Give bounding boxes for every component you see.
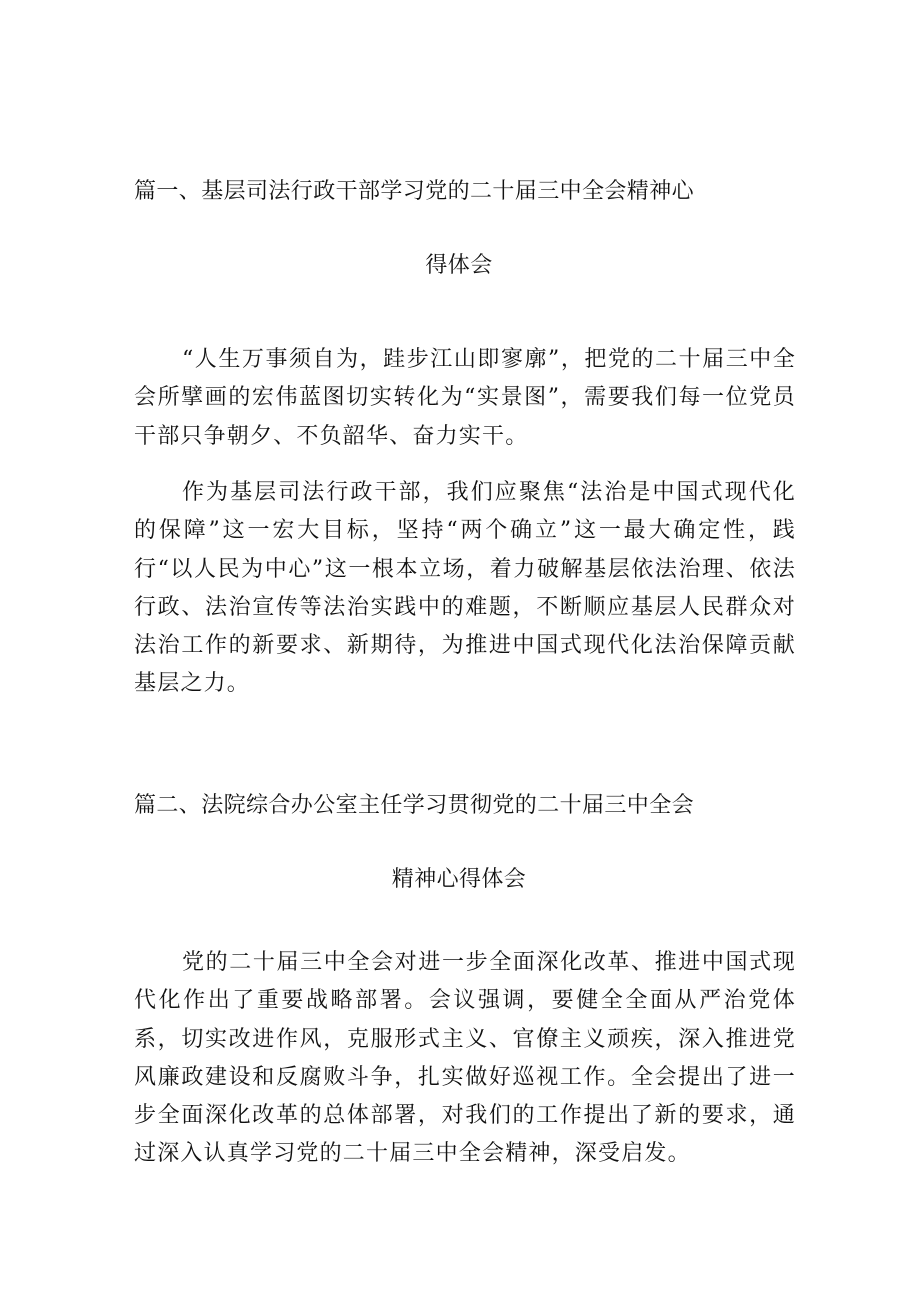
section-2-title bbox=[134, 790, 784, 896]
section-1-paragraph-1: “人生万事须自为，跬步江山即寥廓”，把党的二十届三中全会所擘画的宏伟蓝图切实转化为“实景图”，需要我们每一位党员干部只争朝夕、不负韶华、奋力实干。 bbox=[134, 347, 796, 449]
section-1-title-line2: 得体会 bbox=[425, 253, 493, 278]
section-2-title-line2: 精神心得体会 bbox=[391, 867, 527, 892]
section-1-title-line1: 篇一、基层司法行政干部学习党的二十届三中全会精神心 bbox=[134, 179, 695, 204]
section-1-title bbox=[134, 176, 784, 282]
section-1-paragraph-2: 作为基层司法行政干部，我们应聚焦“法治是中国式现代化的保障”这一宏大目标，坚持“两个确立”这一最大确定性，践行“以人民为中心”这一根本立场，着力破解基层依法治理、依法行政、法治宣传等法治实践中的难题，不断顺应基层人民群众对法治工作的新要求、新期待，为推进中国式现代化法治保障贡献基层之力。 bbox=[134, 480, 796, 697]
section-2-paragraph-1: 党的二十届三中全会对进一步全面深化改革、推进中国式现代化作出了重要战略部署。会议强调，要健全全面从严治党体系，切实改进作风，克服形式主义、官僚主义顽疾，深入推进党风廉政建设和反腐败斗争，扎实做好巡视工作。全会提出了进一步全面深化改革的总体部署，对我们的工作提出了新的要求，通过深入认真学习党的二十届三中全会精神，深受启发。 bbox=[134, 950, 796, 1167]
section-2-title-line1: 篇二、法院综合办公室主任学习贯彻党的二十届三中全会 bbox=[134, 793, 695, 818]
